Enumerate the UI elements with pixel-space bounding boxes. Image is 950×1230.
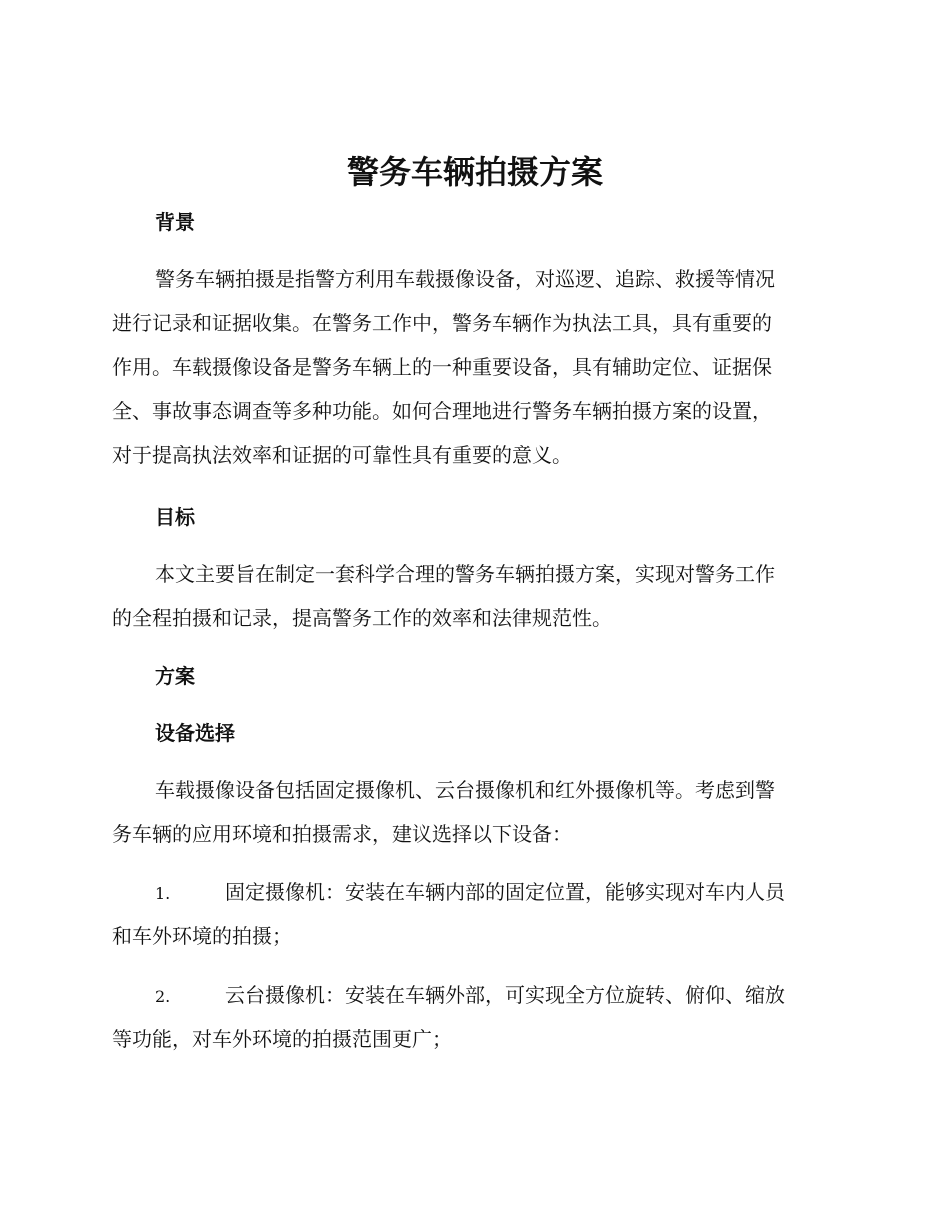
list-item-line <box>112 870 836 914</box>
paragraph-line: 全、事故事态调查等多种功能。如何合理地进行警务车辆拍摄方案的设置， <box>112 399 772 423</box>
document-title: 警务车辆拍摄方案 <box>346 153 603 191</box>
paragraph-line: 本文主要旨在制定一套科学合理的警务车辆拍摄方案，实现对警务工作 <box>155 562 775 586</box>
list-item-fixed-camera <box>112 870 836 958</box>
list-item-line: 等功能，对车外环境的拍摄范围更广； <box>112 1027 452 1051</box>
paragraph-line: 的全程拍摄和记录，提高警务工作的效率和法律规范性。 <box>112 606 612 630</box>
section-heading-equipment: 设备选择 <box>155 721 235 745</box>
list-number: 1. <box>155 884 171 903</box>
section-heading-goal: 目标 <box>155 505 195 529</box>
paragraph-line: 务车辆的应用环境和拍摄需求，建议选择以下设备： <box>112 822 572 846</box>
list-item-ptz-camera <box>112 973 836 1061</box>
list-item-line <box>112 973 836 1017</box>
list-item-text: 固定摄像机：安装在车辆内部的固定位置，能够实现对车内人员 <box>225 880 785 904</box>
section-heading-background: 背景 <box>155 210 195 234</box>
list-item-line: 和车外环境的拍摄； <box>112 924 292 948</box>
paragraph-line: 进行记录和证据收集。在警务工作中，警务车辆作为执法工具，具有重要的 <box>112 311 772 335</box>
paragraph-background <box>112 257 836 477</box>
list-number: 2. <box>155 987 171 1006</box>
list-item-text: 云台摄像机：安装在车辆外部，可实现全方位旋转、俯仰、缩放 <box>225 983 785 1007</box>
paragraph-line: 警务车辆拍摄是指警方利用车载摄像设备，对巡逻、追踪、救援等情况 <box>155 267 775 291</box>
paragraph-goal <box>112 552 836 640</box>
paragraph-line: 作用。车载摄像设备是警务车辆上的一种重要设备，具有辅助定位、证据保 <box>112 355 772 379</box>
section-heading-plan: 方案 <box>155 664 195 688</box>
paragraph-line: 车载摄像设备包括固定摄像机、云台摄像机和红外摄像机等。考虑到警 <box>155 778 775 802</box>
paragraph-line: 对于提高执法效率和证据的可靠性具有重要的意义。 <box>112 443 572 467</box>
paragraph-equipment <box>112 768 836 856</box>
